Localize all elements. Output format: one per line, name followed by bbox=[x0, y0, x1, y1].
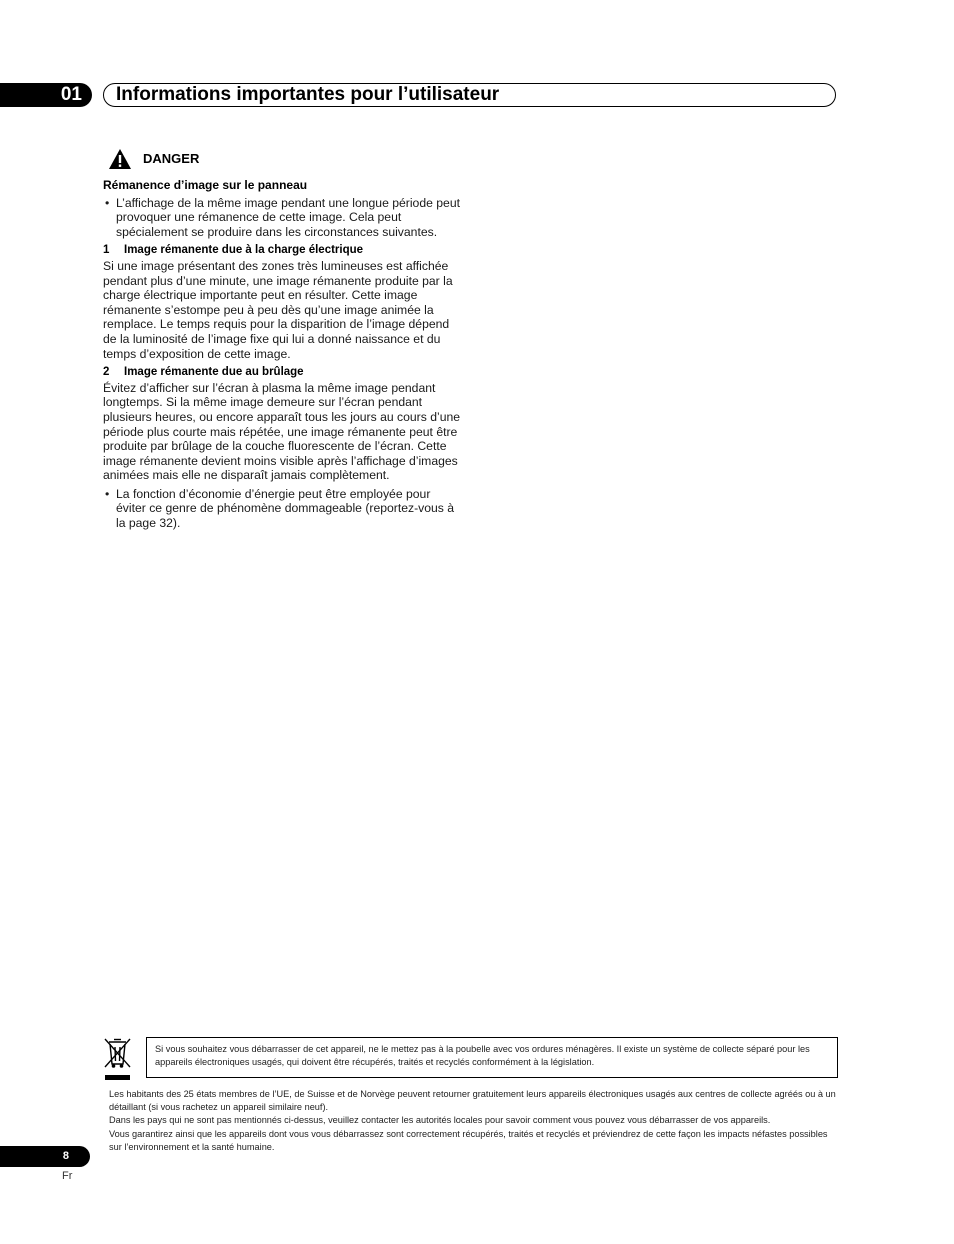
heading-text: Image rémanente due au brûlage bbox=[124, 366, 304, 379]
danger-header bbox=[103, 148, 463, 174]
heading-number: 2 bbox=[103, 366, 110, 379]
bullet-dot: • bbox=[105, 195, 110, 210]
paragraph: Si une image présentant des zones très lumineuses est affichée pendant plus d’une minute, une image rémanente produite par la charge électrique importante peut en résulter. Cette image rémanente s’estompe peu à peu dès qu’une image animée la remplace. Le temps requis pour la disparition de l’image dépend de la luminosité de l’image fixe qui lui a donné naissance et du temps d’exposition de cette image. bbox=[103, 258, 453, 361]
paragraph: Évitez d’afficher sur l’écran à plasma la même image pendant longtemps. Si la même image demeure sur l’écran pendant plusieurs heures, ou encore apparaît tous les jours au cours d’une période plus courte mais répétée, une image rémanente peut être produite par brûlage de la couche fluorescente de l’écran. Cette image rémanente devient moins visible après l’affichage d’images animées mais elle ne disparaît jamais complètement. bbox=[103, 380, 461, 483]
warning-triangle-icon bbox=[108, 148, 132, 170]
bullet-item bbox=[103, 487, 463, 531]
disposal-notice-box: Si vous souhaitez vous débarrasser de cet appareil, ne le mettez pas à la poubelle avec vos ordures ménagères. Il existe un système de collecte séparé pour les appareils électroniques usagés, qui doivent être récupérés, traités et recyclés conformément à la législation. bbox=[146, 1037, 838, 1078]
bullet-text: La fonction d’économie d’énergie peut être employée pour éviter ce genre de phénomène dommageable (reportez-vous à la page 32). bbox=[116, 486, 455, 531]
disposal-paragraph: Vous garantirez ainsi que les appareils dont vous vous débarrassez sont correctement récupérés, traités et recyclés et préviendrez de cette façon les impacts néfastes possibles sur l’environnement et la santé humaine. bbox=[109, 1128, 828, 1152]
heading-text: Image rémanente due à la charge électrique bbox=[124, 244, 364, 257]
disposal-info bbox=[109, 1088, 839, 1154]
bullet-item bbox=[103, 196, 463, 240]
danger-label: DANGER bbox=[143, 151, 200, 166]
bullet-dot: • bbox=[105, 486, 110, 501]
page-title: Informations importantes pour l’utilisateur bbox=[103, 83, 836, 107]
crossed-out-wheelie-bin-icon bbox=[103, 1036, 132, 1081]
bullet-text: L’affichage de la même image pendant une longue période peut provoquer une rémanence de cette image. Cela peut spécialement se produire dans les circonstances suivantes. bbox=[116, 195, 460, 239]
disposal-paragraph: Dans les pays qui ne sont pas mentionnés ci-dessus, veuillez contacter les autorités locales pour savoir comment vous pouvez vous débarrasser de vos appareils. bbox=[109, 1115, 771, 1126]
numbered-heading bbox=[103, 365, 463, 380]
page-number: 8 bbox=[0, 1146, 90, 1167]
numbered-heading bbox=[103, 243, 463, 258]
danger-section bbox=[103, 148, 463, 535]
chapter-number-tab: 01 bbox=[0, 83, 92, 107]
disposal-paragraph: Les habitants des 25 états membres de l’UE, de Suisse et de Norvège peuvent retourner gratuitement leurs appareils électroniques usagés aux centres de collecte agréés ou à un détaillant (si vous rachetez un appareil similaire neuf). bbox=[109, 1089, 836, 1113]
heading-number: 1 bbox=[103, 244, 110, 257]
language-code: Fr bbox=[62, 1170, 73, 1182]
section-subheading: Rémanence d’image sur le panneau bbox=[103, 178, 308, 192]
